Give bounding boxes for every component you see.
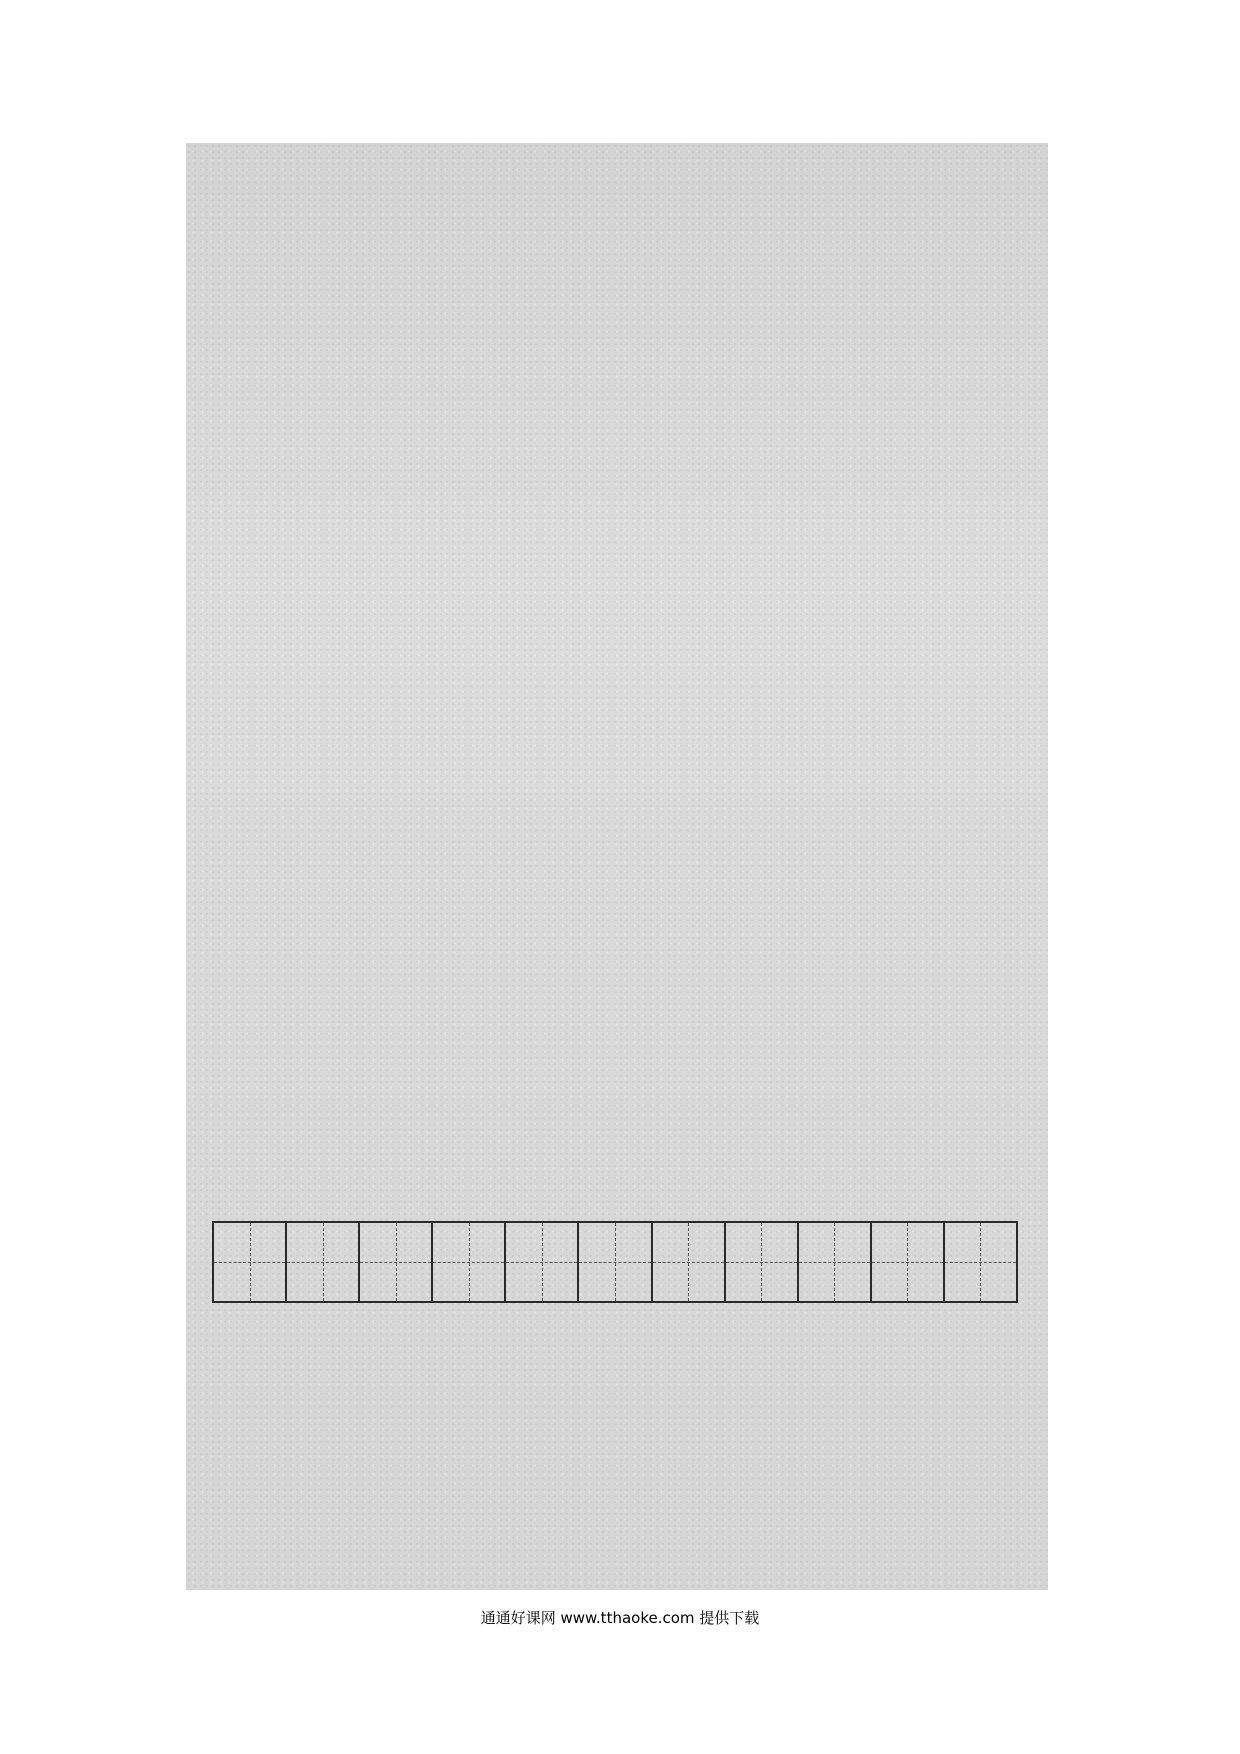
question-30 bbox=[196, 1011, 1038, 1045]
essay-requirements bbox=[196, 1467, 1038, 1501]
text-line bbox=[196, 219, 1038, 253]
text-line bbox=[196, 255, 1038, 289]
text-line bbox=[196, 867, 1038, 901]
grid-cell bbox=[433, 1223, 506, 1301]
text-line bbox=[196, 615, 1038, 649]
copy-sentence bbox=[196, 1189, 1038, 1223]
tianzige-writing-grid bbox=[212, 1221, 1018, 1303]
grid-cell bbox=[360, 1223, 433, 1301]
grid-cell bbox=[872, 1223, 945, 1301]
text-line bbox=[196, 795, 1038, 829]
question-29 bbox=[196, 975, 1038, 1009]
section-heading bbox=[196, 1323, 1038, 1357]
text-line bbox=[196, 435, 1038, 469]
text-line bbox=[196, 183, 1038, 217]
essay-hint bbox=[196, 1503, 1038, 1537]
text-line bbox=[196, 471, 1038, 505]
essay-requirements bbox=[196, 1431, 1038, 1465]
scanned-page bbox=[186, 143, 1048, 1590]
grid-cell bbox=[214, 1223, 287, 1301]
download-credit: 通通好课网 www.tthaoke.com 提供下载 bbox=[480, 1609, 760, 1627]
text-line bbox=[196, 363, 1038, 397]
grid-cell bbox=[506, 1223, 579, 1301]
source-note bbox=[196, 939, 1038, 973]
text-line bbox=[196, 759, 1038, 793]
grid-cell bbox=[287, 1223, 360, 1301]
text-line bbox=[196, 399, 1038, 433]
question-34 bbox=[196, 1359, 1038, 1393]
grid-cell bbox=[726, 1223, 799, 1301]
text-line bbox=[196, 579, 1038, 613]
text-line bbox=[196, 327, 1038, 361]
text-line bbox=[196, 723, 1038, 757]
text-line bbox=[196, 831, 1038, 865]
text-line bbox=[196, 507, 1038, 541]
text-line bbox=[196, 687, 1038, 721]
text-line bbox=[196, 291, 1038, 325]
section-heading bbox=[196, 1119, 1038, 1153]
question-32 bbox=[196, 1083, 1038, 1117]
text-line bbox=[196, 651, 1038, 685]
text-line bbox=[196, 903, 1038, 937]
text-line bbox=[196, 543, 1038, 577]
grid-cell bbox=[799, 1223, 872, 1301]
grid-cell bbox=[945, 1223, 1016, 1301]
question-33 bbox=[196, 1155, 1038, 1189]
text-line bbox=[196, 147, 1038, 181]
grid-cell bbox=[653, 1223, 726, 1301]
essay-prompt bbox=[196, 1395, 1038, 1429]
grid-cell bbox=[579, 1223, 652, 1301]
question-31 bbox=[196, 1047, 1038, 1081]
